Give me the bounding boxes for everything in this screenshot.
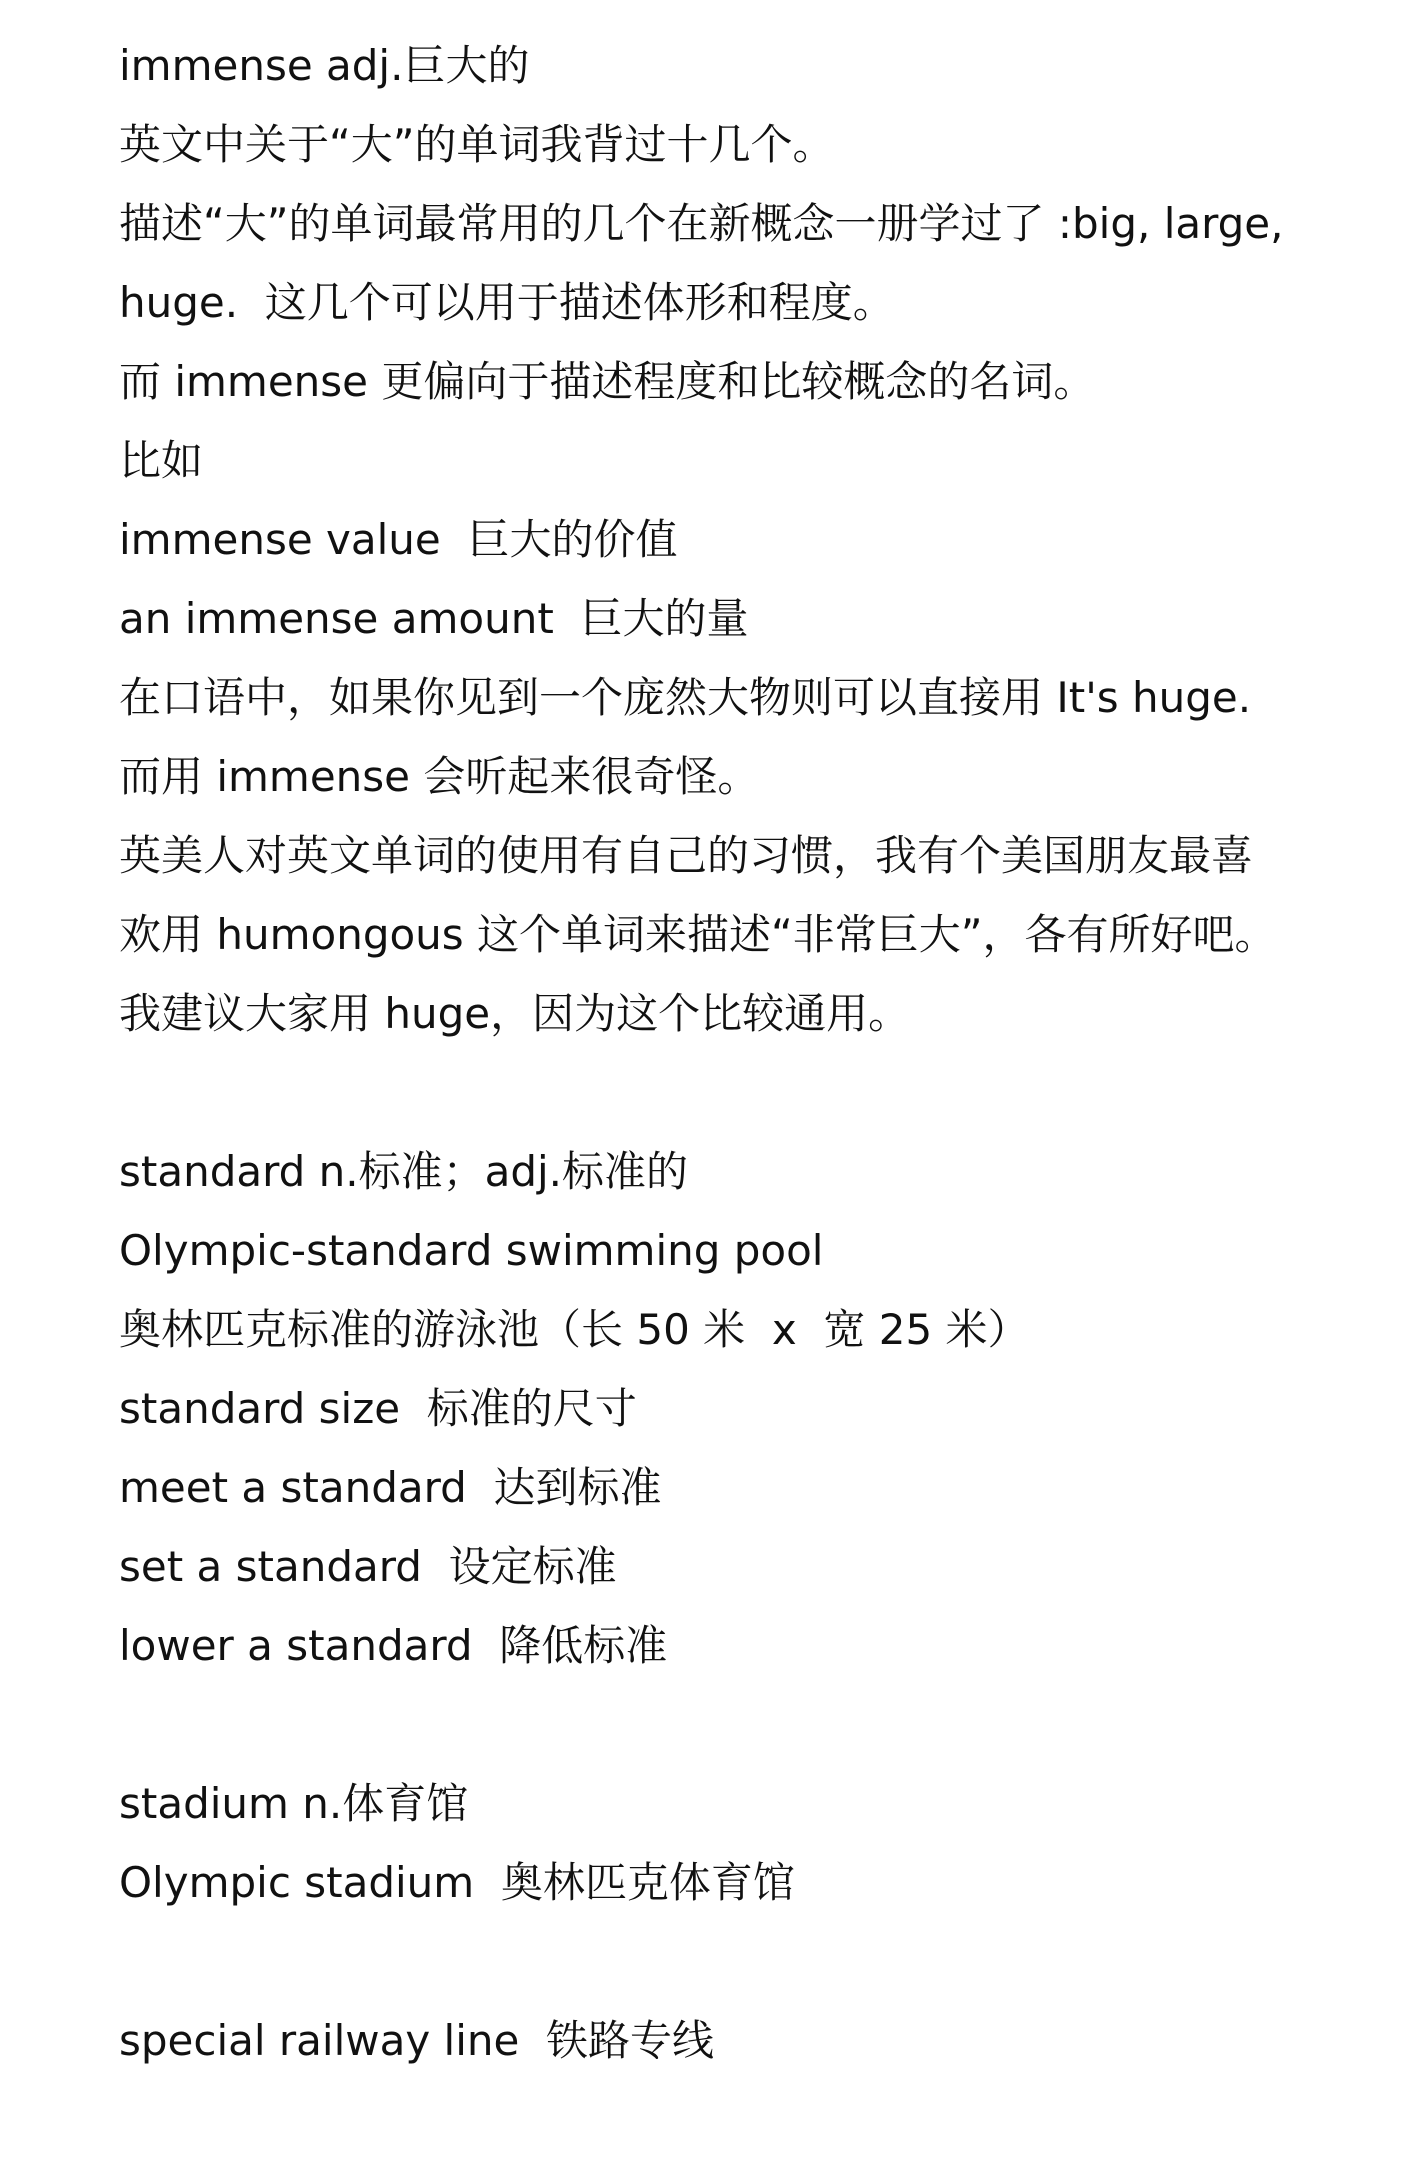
text-line: huge. 这几个可以用于描述体形和程度。 <box>119 278 895 327</box>
text-line: 在口语中，如果你见到一个庞然大物则可以直接用 It's huge. <box>119 673 1252 722</box>
document-body <box>119 26 1319 2080</box>
text-line: meet a standard 达到标准 <box>119 1463 662 1512</box>
text-line: 而用 immense 会听起来很奇怪。 <box>119 752 760 801</box>
text-line: 比如 <box>119 436 204 485</box>
text-line: immense value 巨大的价值 <box>119 515 678 564</box>
text-line: an immense amount 巨大的量 <box>119 594 749 643</box>
text-line: 我建议大家用 huge，因为这个比较通用。 <box>119 989 911 1038</box>
text-line: 英文中关于“大”的单词我背过十几个。 <box>119 120 835 169</box>
blank-line <box>119 1922 1319 2001</box>
text-line: immense adj.巨大的 <box>119 41 530 90</box>
text-line: special railway line 铁路专线 <box>119 2016 715 2065</box>
text-line: stadium n.体育馆 <box>119 1779 469 1828</box>
text-line: 奥林匹克标准的游泳池（长 50 米 x 宽 25 米） <box>119 1305 1030 1354</box>
text-line: 而 immense 更偏向于描述程度和比较概念的名词。 <box>119 357 1096 406</box>
text-line: Olympic stadium 奥林匹克体育馆 <box>119 1858 795 1907</box>
text-line: standard n.标准；adj.标准的 <box>119 1147 689 1196</box>
blank-line <box>119 1053 1319 1132</box>
text-line: lower a standard 降低标准 <box>119 1621 668 1670</box>
text-line: 欢用 humongous 这个单词来描述“非常巨大”，各有所好吧。 <box>119 910 1277 959</box>
blank-line <box>119 1685 1319 1764</box>
text-line: Olympic-standard swimming pool <box>119 1226 824 1275</box>
text-line: set a standard 设定标准 <box>119 1542 617 1591</box>
text-line: standard size 标准的尺寸 <box>119 1384 637 1433</box>
text-line: 英美人对英文单词的使用有自己的习惯，我有个美国朋友最喜 <box>119 831 1254 880</box>
text-line: 描述“大”的单词最常用的几个在新概念一册学过了 :big, large, <box>119 199 1284 248</box>
